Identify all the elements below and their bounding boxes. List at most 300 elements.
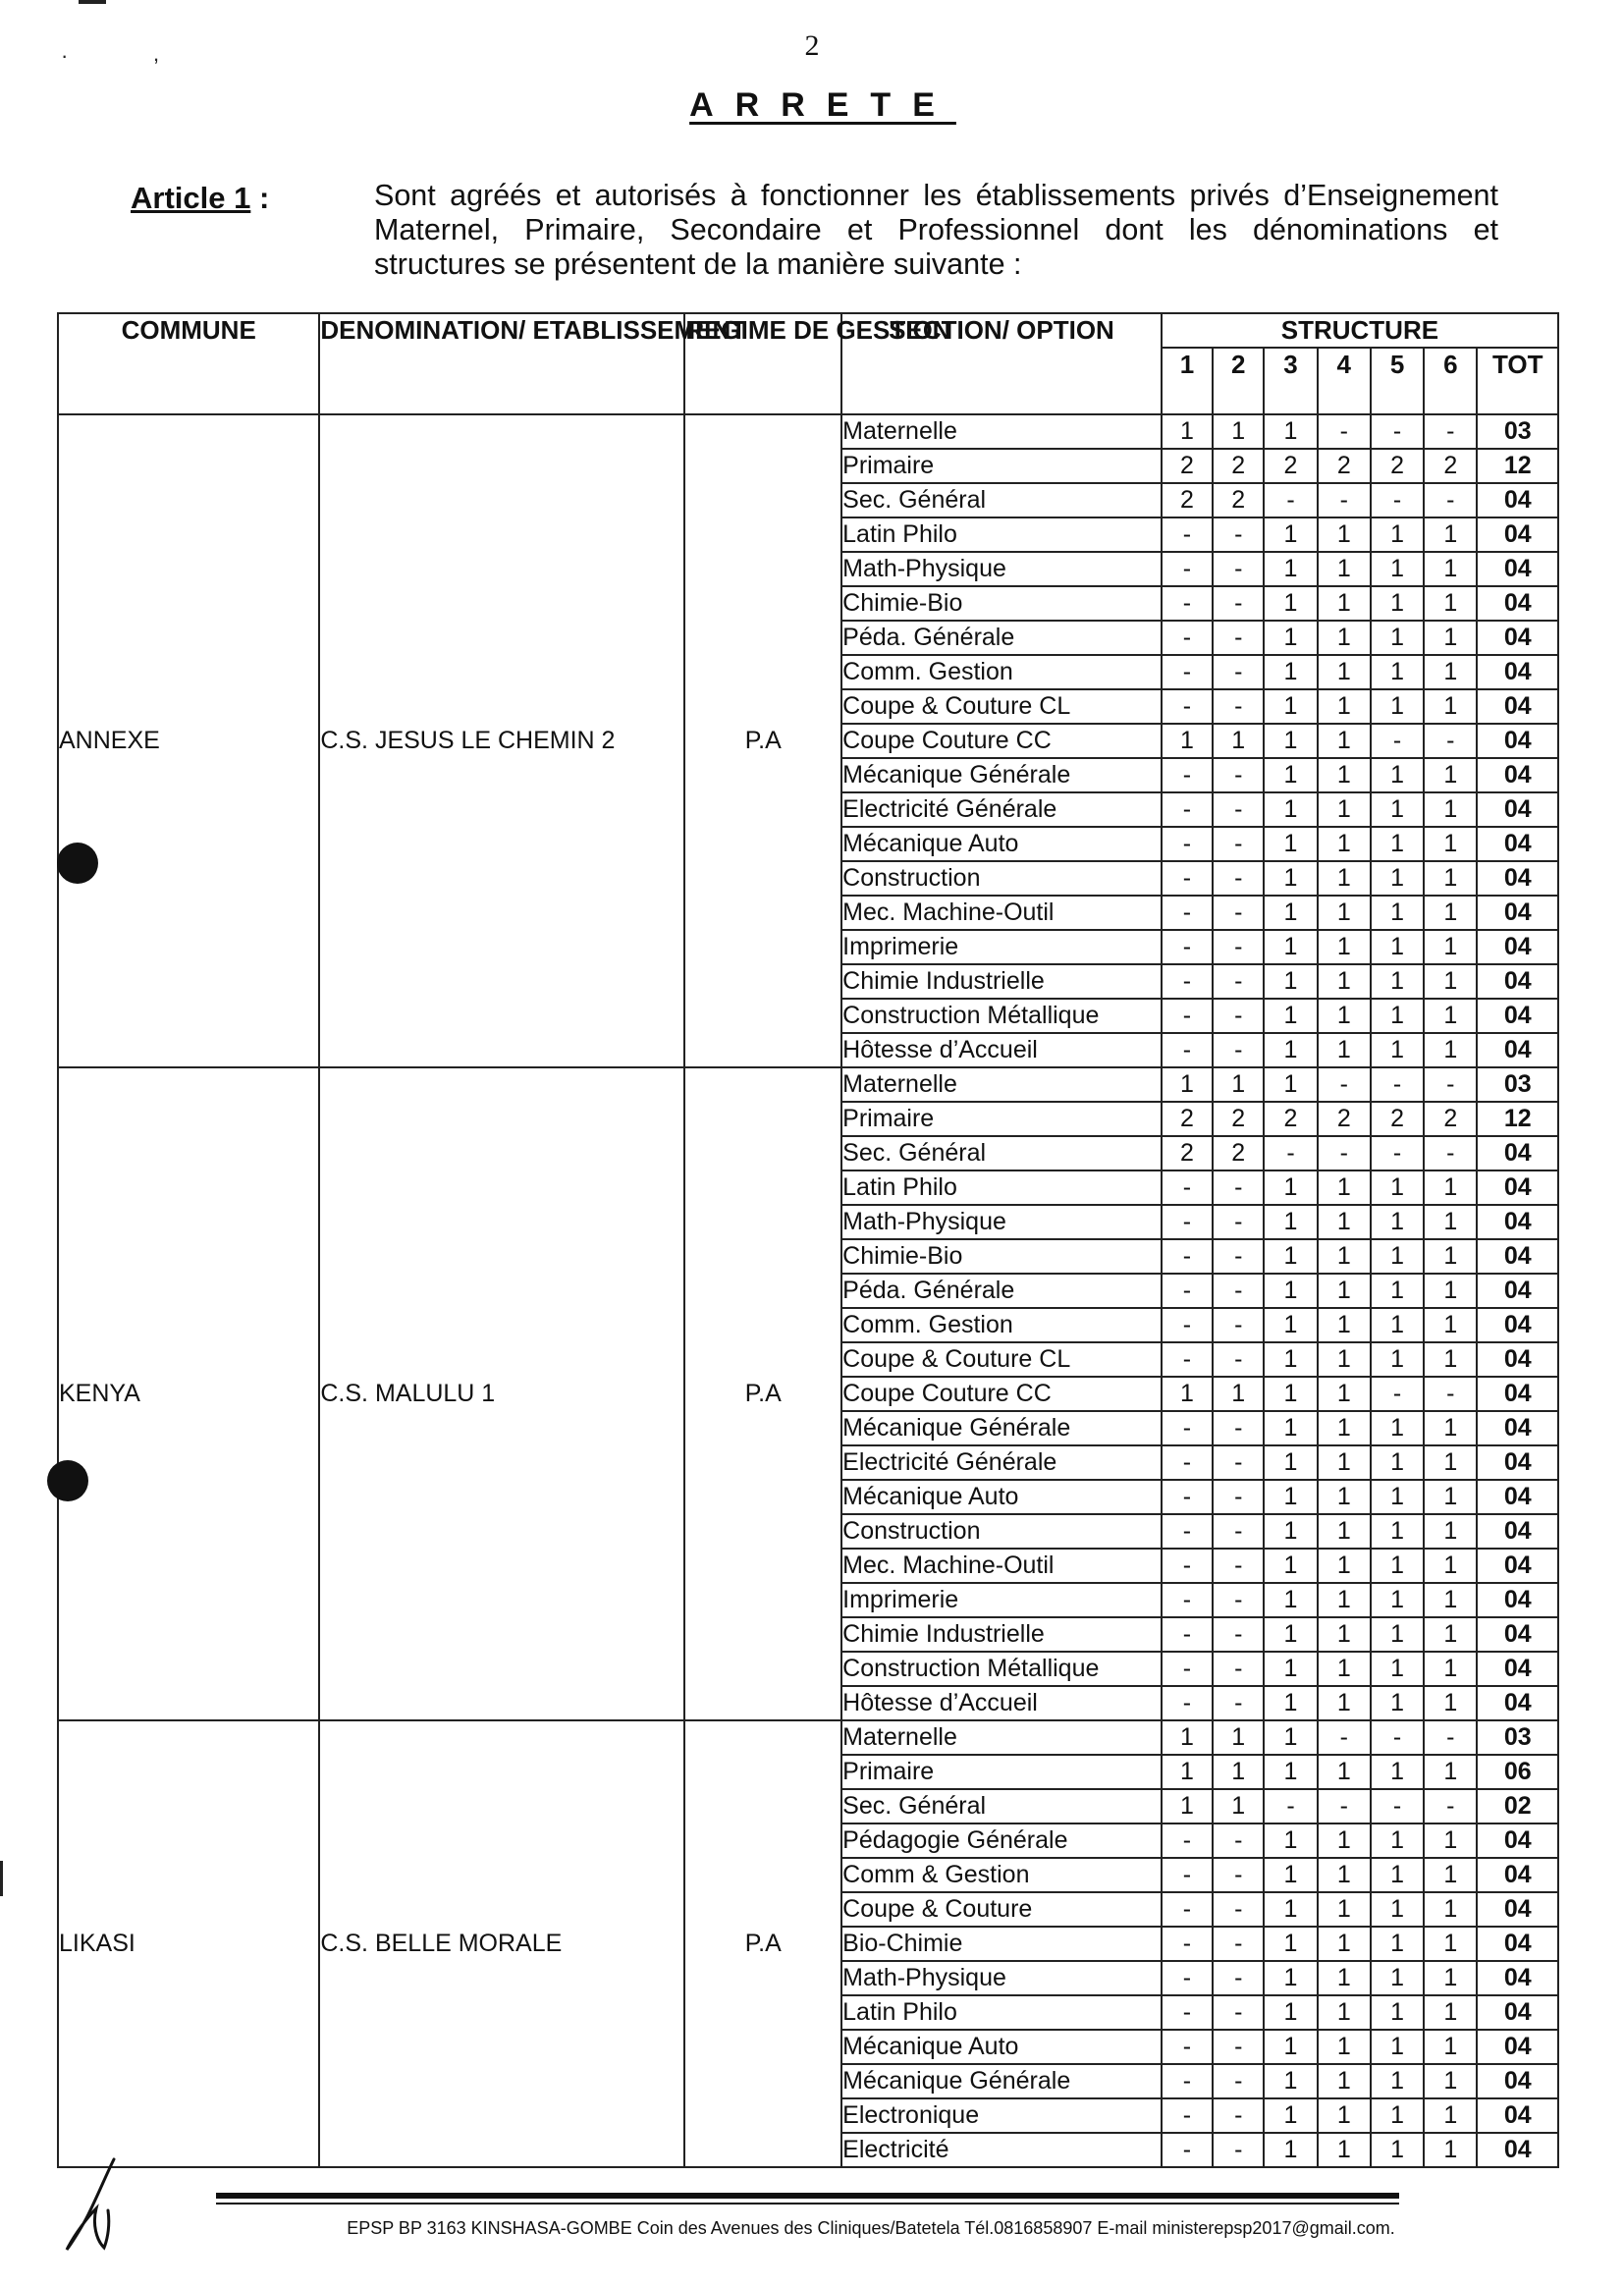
level-4-cell: 1	[1318, 1892, 1371, 1927]
level-6-cell: 1	[1424, 1858, 1477, 1892]
level-5-cell: -	[1371, 1136, 1424, 1170]
header-level-3: 3	[1264, 348, 1317, 414]
level-2-cell: -	[1213, 2030, 1264, 2064]
level-3-cell: 1	[1264, 1961, 1317, 1995]
level-3-cell: 1	[1264, 552, 1317, 586]
total-cell: 04	[1477, 1617, 1558, 1652]
level-3-cell: 1	[1264, 1892, 1317, 1927]
section-cell: Construction	[841, 861, 1162, 896]
level-3-cell: 1	[1264, 999, 1317, 1033]
level-1-cell: -	[1162, 2133, 1213, 2167]
level-1-cell: -	[1162, 964, 1213, 999]
level-3-cell: 1	[1264, 792, 1317, 827]
total-cell: 03	[1477, 414, 1558, 449]
article-text: Sont agréés et autorisés à fonctionner les établissements privés d’Enseignement Maternel, Primaire, Secondaire et Professionnel dont les dénominations et structures se présentent de la manière suivante :	[374, 179, 1498, 281]
level-6-cell: -	[1424, 1789, 1477, 1823]
total-cell: 04	[1477, 2133, 1558, 2167]
level-5-cell: 1	[1371, 861, 1424, 896]
level-6-cell: 1	[1424, 930, 1477, 964]
level-4-cell: -	[1318, 483, 1371, 517]
level-2-cell: -	[1213, 655, 1264, 689]
footer-rule-thick	[216, 2193, 1399, 2199]
level-5-cell: 1	[1371, 999, 1424, 1033]
level-4-cell: 1	[1318, 896, 1371, 930]
section-cell: Chimie-Bio	[841, 1239, 1162, 1274]
level-2-cell: -	[1213, 1205, 1264, 1239]
level-5-cell: 1	[1371, 1583, 1424, 1617]
level-6-cell: 1	[1424, 1755, 1477, 1789]
section-cell: Electricité Générale	[841, 1445, 1162, 1480]
total-cell: 04	[1477, 999, 1558, 1033]
level-5-cell: -	[1371, 483, 1424, 517]
level-1-cell: -	[1162, 758, 1213, 792]
level-4-cell: 1	[1318, 1445, 1371, 1480]
level-1-cell: -	[1162, 655, 1213, 689]
total-cell: 04	[1477, 1170, 1558, 1205]
level-5-cell: 1	[1371, 586, 1424, 621]
section-cell: Péda. Générale	[841, 621, 1162, 655]
level-6-cell: 1	[1424, 1274, 1477, 1308]
level-2-cell: -	[1213, 1686, 1264, 1720]
level-3-cell: 1	[1264, 1617, 1317, 1652]
level-1-cell: 1	[1162, 1720, 1213, 1755]
level-6-cell: 1	[1424, 2098, 1477, 2133]
level-5-cell: 1	[1371, 1274, 1424, 1308]
level-2-cell: -	[1213, 1170, 1264, 1205]
level-3-cell: 1	[1264, 930, 1317, 964]
level-4-cell: 2	[1318, 449, 1371, 483]
level-1-cell: 1	[1162, 414, 1213, 449]
level-2-cell: -	[1213, 1892, 1264, 1927]
section-cell: Latin Philo	[841, 517, 1162, 552]
total-cell: 04	[1477, 1823, 1558, 1858]
section-cell: Construction	[841, 1514, 1162, 1549]
level-3-cell: 1	[1264, 1274, 1317, 1308]
total-cell: 04	[1477, 1480, 1558, 1514]
section-cell: Hôtesse d’Accueil	[841, 1686, 1162, 1720]
level-3-cell: 1	[1264, 1858, 1317, 1892]
level-6-cell: 1	[1424, 1514, 1477, 1549]
level-1-cell: 2	[1162, 1102, 1213, 1136]
level-5-cell: 1	[1371, 1239, 1424, 1274]
level-5-cell: 1	[1371, 517, 1424, 552]
level-4-cell: -	[1318, 1136, 1371, 1170]
header-level-5: 5	[1371, 348, 1424, 414]
level-6-cell: 1	[1424, 1617, 1477, 1652]
level-6-cell: 1	[1424, 2030, 1477, 2064]
level-2-cell: -	[1213, 1514, 1264, 1549]
section-cell: Coupe & Couture CL	[841, 689, 1162, 724]
establishments-table	[57, 312, 1559, 2168]
total-cell: 04	[1477, 586, 1558, 621]
level-5-cell: 1	[1371, 1961, 1424, 1995]
regime-cell: P.A	[684, 1720, 841, 2167]
section-cell: Mécanique Générale	[841, 2064, 1162, 2098]
level-3-cell: 1	[1264, 2133, 1317, 2167]
level-1-cell: -	[1162, 896, 1213, 930]
level-4-cell: 1	[1318, 1170, 1371, 1205]
level-3-cell: 2	[1264, 1102, 1317, 1136]
level-4-cell: 1	[1318, 999, 1371, 1033]
header-level-2: 2	[1213, 348, 1264, 414]
total-cell: 03	[1477, 1067, 1558, 1102]
level-4-cell: 1	[1318, 1583, 1371, 1617]
level-1-cell: -	[1162, 621, 1213, 655]
level-5-cell: 1	[1371, 1823, 1424, 1858]
footer-address: EPSP BP 3163 KINSHASA-GOMBE Coin des Avenues des Cliniques/Batetela Tél.0816858907 E-mail ministerepsp2017@gmail.com.	[347, 2218, 1395, 2238]
total-cell: 04	[1477, 827, 1558, 861]
level-4-cell: 1	[1318, 655, 1371, 689]
level-2-cell: -	[1213, 964, 1264, 999]
level-4-cell: 1	[1318, 1927, 1371, 1961]
header-regime: REGIME DE GESTION	[684, 313, 841, 414]
level-6-cell: 1	[1424, 1411, 1477, 1445]
header-denomination: DENOMINATION/ ETABLISSEMENT	[319, 313, 684, 414]
section-cell: Primaire	[841, 1755, 1162, 1789]
section-cell: Mec. Machine-Outil	[841, 1549, 1162, 1583]
total-cell: 12	[1477, 1102, 1558, 1136]
level-6-cell: 1	[1424, 792, 1477, 827]
level-3-cell: 1	[1264, 1377, 1317, 1411]
section-cell: Imprimerie	[841, 930, 1162, 964]
section-cell: Mécanique Auto	[841, 1480, 1162, 1514]
level-2-cell: -	[1213, 2064, 1264, 2098]
level-1-cell: -	[1162, 1823, 1213, 1858]
level-1-cell: -	[1162, 1239, 1213, 1274]
total-cell: 04	[1477, 1961, 1558, 1995]
level-2-cell: -	[1213, 792, 1264, 827]
level-4-cell: -	[1318, 1720, 1371, 1755]
level-6-cell: 1	[1424, 1342, 1477, 1377]
level-4-cell: 1	[1318, 827, 1371, 861]
level-4-cell: 1	[1318, 621, 1371, 655]
section-cell: Comm. Gestion	[841, 655, 1162, 689]
regime-cell: P.A	[684, 1067, 841, 1720]
total-cell: 04	[1477, 1205, 1558, 1239]
level-2-cell: -	[1213, 1033, 1264, 1067]
level-3-cell: 1	[1264, 1720, 1317, 1755]
level-1-cell: -	[1162, 1033, 1213, 1067]
total-cell: 12	[1477, 449, 1558, 483]
level-4-cell: -	[1318, 1789, 1371, 1823]
table-row	[58, 1067, 1558, 1102]
level-5-cell: 1	[1371, 552, 1424, 586]
level-4-cell: 1	[1318, 2030, 1371, 2064]
level-1-cell: -	[1162, 999, 1213, 1033]
level-1-cell: -	[1162, 1480, 1213, 1514]
level-4-cell: 1	[1318, 930, 1371, 964]
level-3-cell: 1	[1264, 689, 1317, 724]
punch-hole-icon	[57, 843, 98, 884]
level-3-cell: 1	[1264, 1480, 1317, 1514]
section-cell: Chimie Industrielle	[841, 1617, 1162, 1652]
level-2-cell: -	[1213, 1274, 1264, 1308]
level-4-cell: 1	[1318, 964, 1371, 999]
level-2-cell: -	[1213, 999, 1264, 1033]
level-3-cell: 1	[1264, 1686, 1317, 1720]
level-3-cell: 1	[1264, 964, 1317, 999]
section-cell: Coupe Couture CC	[841, 724, 1162, 758]
level-1-cell: 1	[1162, 1377, 1213, 1411]
level-3-cell: 1	[1264, 1652, 1317, 1686]
level-3-cell: 1	[1264, 1308, 1317, 1342]
total-cell: 04	[1477, 517, 1558, 552]
level-6-cell: -	[1424, 1377, 1477, 1411]
section-cell: Sec. Général	[841, 483, 1162, 517]
section-cell: Electricité Générale	[841, 792, 1162, 827]
level-5-cell: 1	[1371, 2030, 1424, 2064]
level-1-cell: -	[1162, 1617, 1213, 1652]
level-5-cell: 1	[1371, 1755, 1424, 1789]
total-cell: 04	[1477, 1583, 1558, 1617]
footer-rule-thin	[216, 2203, 1399, 2204]
level-2-cell: -	[1213, 517, 1264, 552]
total-cell: 04	[1477, 1652, 1558, 1686]
level-4-cell: 1	[1318, 1617, 1371, 1652]
level-6-cell: -	[1424, 1067, 1477, 1102]
section-cell: Coupe & Couture	[841, 1892, 1162, 1927]
table-row	[58, 414, 1558, 449]
total-cell: 04	[1477, 1858, 1558, 1892]
level-2-cell: -	[1213, 586, 1264, 621]
level-3-cell: -	[1264, 1789, 1317, 1823]
level-4-cell: 1	[1318, 1274, 1371, 1308]
level-5-cell: 1	[1371, 1927, 1424, 1961]
level-5-cell: 1	[1371, 1617, 1424, 1652]
level-3-cell: 1	[1264, 414, 1317, 449]
level-4-cell: -	[1318, 1067, 1371, 1102]
level-2-cell: -	[1213, 1652, 1264, 1686]
header-level-1: 1	[1162, 348, 1213, 414]
level-1-cell: -	[1162, 1583, 1213, 1617]
level-2-cell: 1	[1213, 414, 1264, 449]
total-cell: 02	[1477, 1789, 1558, 1823]
level-3-cell: 1	[1264, 1033, 1317, 1067]
level-5-cell: 1	[1371, 1480, 1424, 1514]
level-6-cell: 1	[1424, 1995, 1477, 2030]
level-1-cell: -	[1162, 1652, 1213, 1686]
level-3-cell: 1	[1264, 1549, 1317, 1583]
scan-artifact-dash	[79, 0, 106, 4]
level-2-cell: 1	[1213, 1720, 1264, 1755]
section-cell: Péda. Générale	[841, 1274, 1162, 1308]
section-cell: Sec. Général	[841, 1136, 1162, 1170]
level-5-cell: 1	[1371, 758, 1424, 792]
total-cell: 04	[1477, 655, 1558, 689]
level-1-cell: 1	[1162, 1067, 1213, 1102]
table-row	[58, 1720, 1558, 1755]
total-cell: 04	[1477, 1892, 1558, 1927]
level-5-cell: 1	[1371, 827, 1424, 861]
level-5-cell: 1	[1371, 930, 1424, 964]
level-6-cell: 1	[1424, 827, 1477, 861]
level-3-cell: 1	[1264, 1514, 1317, 1549]
level-6-cell: 1	[1424, 2064, 1477, 2098]
level-2-cell: -	[1213, 1308, 1264, 1342]
level-4-cell: 1	[1318, 724, 1371, 758]
level-6-cell: 1	[1424, 586, 1477, 621]
level-2-cell: 2	[1213, 1102, 1264, 1136]
section-cell: Latin Philo	[841, 1170, 1162, 1205]
level-3-cell: 1	[1264, 2064, 1317, 2098]
level-1-cell: 1	[1162, 1789, 1213, 1823]
section-cell: Math-Physique	[841, 1205, 1162, 1239]
commune-cell: ANNEXE	[58, 414, 319, 1067]
level-3-cell: 1	[1264, 1239, 1317, 1274]
level-5-cell: 1	[1371, 1342, 1424, 1377]
level-3-cell: -	[1264, 483, 1317, 517]
level-3-cell: 1	[1264, 1205, 1317, 1239]
level-2-cell: -	[1213, 1995, 1264, 2030]
level-2-cell: -	[1213, 2133, 1264, 2167]
level-1-cell: -	[1162, 1170, 1213, 1205]
total-cell: 04	[1477, 1411, 1558, 1445]
level-5-cell: -	[1371, 414, 1424, 449]
level-5-cell: 1	[1371, 1033, 1424, 1067]
level-2-cell: 2	[1213, 449, 1264, 483]
level-5-cell: 1	[1371, 655, 1424, 689]
section-cell: Mec. Machine-Outil	[841, 896, 1162, 930]
section-cell: Sec. Général	[841, 1789, 1162, 1823]
level-5-cell: 1	[1371, 1892, 1424, 1927]
section-cell: Latin Philo	[841, 1995, 1162, 2030]
level-4-cell: 1	[1318, 1239, 1371, 1274]
level-4-cell: 1	[1318, 1823, 1371, 1858]
level-6-cell: 2	[1424, 1102, 1477, 1136]
level-5-cell: 1	[1371, 2133, 1424, 2167]
level-4-cell: 1	[1318, 517, 1371, 552]
level-6-cell: 1	[1424, 2133, 1477, 2167]
total-cell: 04	[1477, 1686, 1558, 1720]
section-cell: Electronique	[841, 2098, 1162, 2133]
level-1-cell: -	[1162, 861, 1213, 896]
level-2-cell: -	[1213, 1239, 1264, 1274]
section-cell: Electricité	[841, 2133, 1162, 2167]
level-1-cell: -	[1162, 1892, 1213, 1927]
level-1-cell: -	[1162, 1686, 1213, 1720]
level-5-cell: 1	[1371, 1652, 1424, 1686]
total-cell: 04	[1477, 724, 1558, 758]
signature-icon	[59, 2155, 128, 2254]
level-6-cell: 1	[1424, 999, 1477, 1033]
level-3-cell: 1	[1264, 724, 1317, 758]
level-2-cell: 1	[1213, 1377, 1264, 1411]
level-2-cell: -	[1213, 621, 1264, 655]
document-title: ARRETE	[689, 86, 956, 124]
level-6-cell: 1	[1424, 517, 1477, 552]
level-5-cell: 1	[1371, 621, 1424, 655]
level-4-cell: 1	[1318, 689, 1371, 724]
level-5-cell: 1	[1371, 1170, 1424, 1205]
level-6-cell: 1	[1424, 1033, 1477, 1067]
level-4-cell: 1	[1318, 1308, 1371, 1342]
level-3-cell: 1	[1264, 2098, 1317, 2133]
punch-hole-icon	[47, 1460, 88, 1501]
level-2-cell: -	[1213, 827, 1264, 861]
level-4-cell: 1	[1318, 1995, 1371, 2030]
header-level-4: 4	[1318, 348, 1371, 414]
section-cell: Comm. Gestion	[841, 1308, 1162, 1342]
level-2-cell: -	[1213, 1445, 1264, 1480]
total-cell: 04	[1477, 896, 1558, 930]
level-6-cell: 1	[1424, 689, 1477, 724]
section-cell: Comm & Gestion	[841, 1858, 1162, 1892]
total-cell: 04	[1477, 1342, 1558, 1377]
level-4-cell: 1	[1318, 792, 1371, 827]
level-5-cell: 1	[1371, 689, 1424, 724]
level-6-cell: 1	[1424, 1892, 1477, 1927]
level-2-cell: -	[1213, 1480, 1264, 1514]
level-4-cell: 1	[1318, 1205, 1371, 1239]
level-6-cell: 1	[1424, 896, 1477, 930]
article-label	[131, 181, 269, 216]
level-4-cell: 1	[1318, 1342, 1371, 1377]
level-2-cell: -	[1213, 689, 1264, 724]
level-2-cell: -	[1213, 1823, 1264, 1858]
level-2-cell: -	[1213, 1583, 1264, 1617]
level-3-cell: 1	[1264, 1342, 1317, 1377]
section-cell: Primaire	[841, 1102, 1162, 1136]
level-4-cell: 1	[1318, 1377, 1371, 1411]
level-5-cell: 1	[1371, 1445, 1424, 1480]
level-1-cell: -	[1162, 586, 1213, 621]
level-5-cell: 1	[1371, 2064, 1424, 2098]
level-5-cell: 1	[1371, 964, 1424, 999]
header-section: SECTION/ OPTION	[841, 313, 1162, 414]
level-3-cell: 1	[1264, 586, 1317, 621]
level-3-cell: 1	[1264, 621, 1317, 655]
level-4-cell: 1	[1318, 2133, 1371, 2167]
total-cell: 06	[1477, 1755, 1558, 1789]
level-1-cell: -	[1162, 1445, 1213, 1480]
section-cell: Mécanique Auto	[841, 2030, 1162, 2064]
level-4-cell: 1	[1318, 552, 1371, 586]
level-4-cell: 1	[1318, 1411, 1371, 1445]
level-4-cell: 1	[1318, 1033, 1371, 1067]
level-5-cell: 1	[1371, 1858, 1424, 1892]
level-6-cell: 1	[1424, 1205, 1477, 1239]
level-1-cell: 1	[1162, 1755, 1213, 1789]
margin-mark	[0, 1861, 3, 1896]
total-cell: 04	[1477, 1377, 1558, 1411]
level-3-cell: 1	[1264, 1170, 1317, 1205]
level-1-cell: 2	[1162, 1136, 1213, 1170]
level-1-cell: -	[1162, 1858, 1213, 1892]
level-1-cell: -	[1162, 1514, 1213, 1549]
level-6-cell: 1	[1424, 621, 1477, 655]
level-1-cell: -	[1162, 517, 1213, 552]
level-1-cell: -	[1162, 792, 1213, 827]
level-2-cell: 2	[1213, 1136, 1264, 1170]
level-1-cell: -	[1162, 1342, 1213, 1377]
level-1-cell: 2	[1162, 449, 1213, 483]
level-2-cell: -	[1213, 758, 1264, 792]
level-6-cell: 1	[1424, 1823, 1477, 1858]
level-5-cell: -	[1371, 724, 1424, 758]
level-1-cell: -	[1162, 1995, 1213, 2030]
level-6-cell: 1	[1424, 1480, 1477, 1514]
section-cell: Maternelle	[841, 1067, 1162, 1102]
level-6-cell: -	[1424, 1720, 1477, 1755]
section-cell: Maternelle	[841, 414, 1162, 449]
level-2-cell: 1	[1213, 1067, 1264, 1102]
commune-cell: LIKASI	[58, 1720, 319, 2167]
level-6-cell: -	[1424, 724, 1477, 758]
level-4-cell: 1	[1318, 758, 1371, 792]
total-cell: 04	[1477, 1995, 1558, 2030]
regime-cell: P.A	[684, 414, 841, 1067]
level-4-cell: 1	[1318, 2098, 1371, 2133]
